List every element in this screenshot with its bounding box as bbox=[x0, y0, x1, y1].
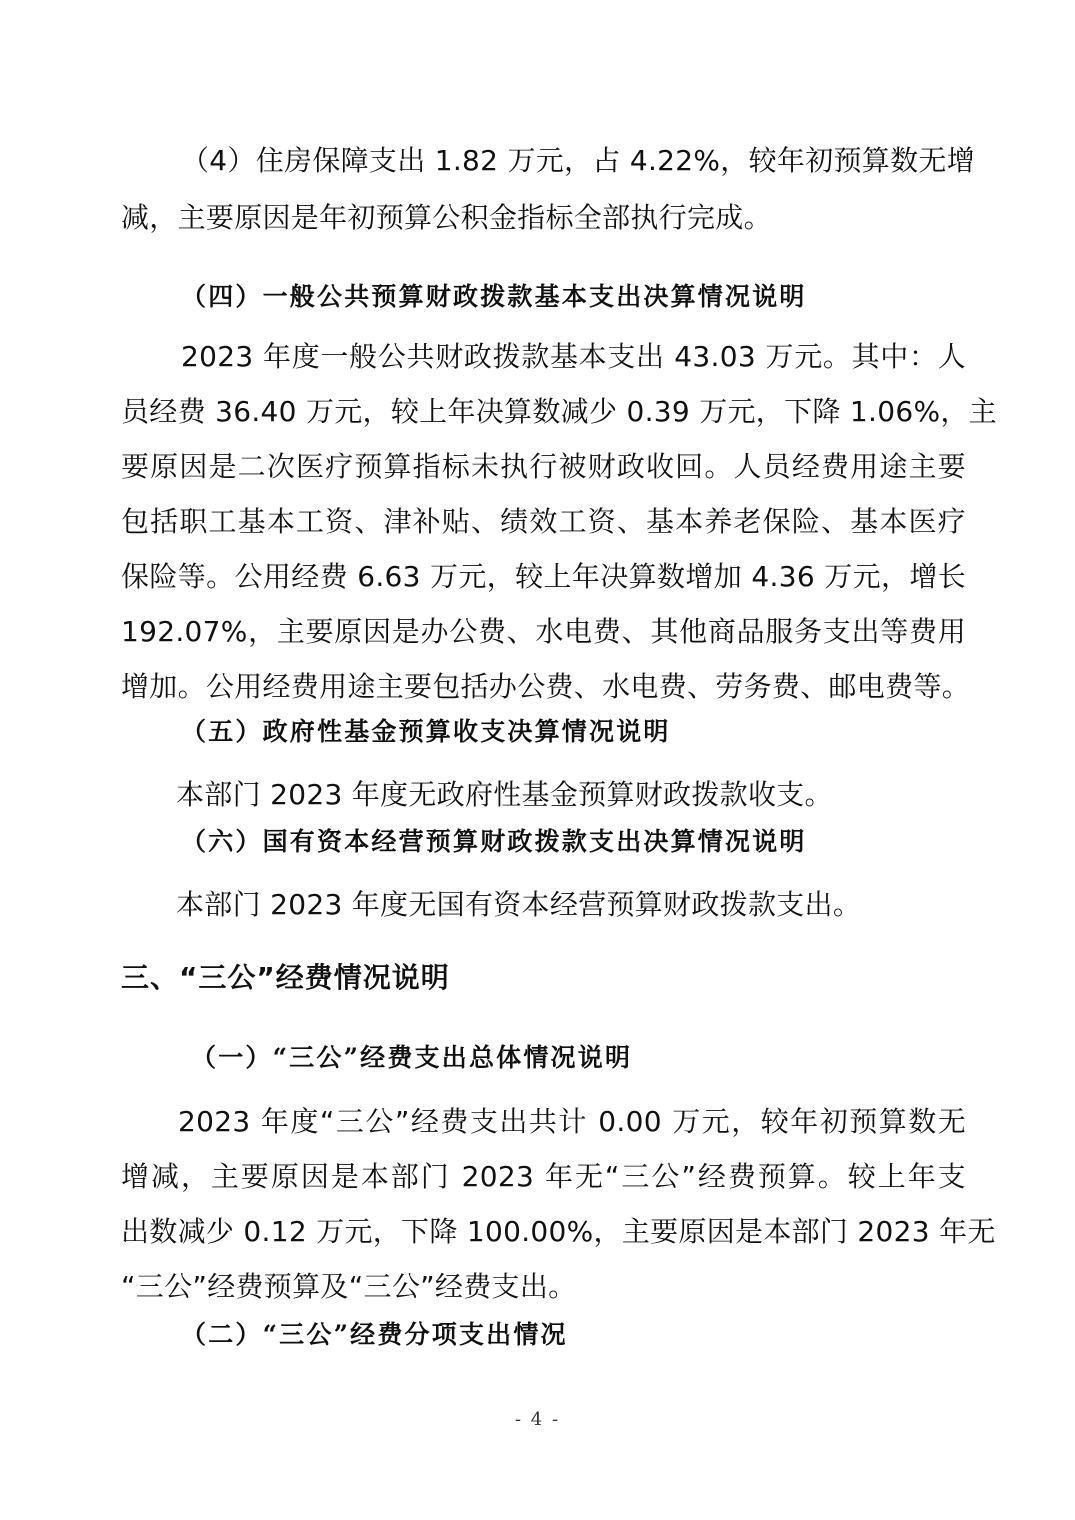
paragraph-basic-line-2: 员经费 36.40 万元，较上年决算数减少 0.39 万元，下降 1.06%，主 bbox=[121, 395, 997, 428]
paragraph-basic-line-5: 保险等。公用经费 6.63 万元，较上年决算数增加 4.36 万元，增长 bbox=[121, 560, 966, 593]
paragraph-three-public-line-1: 2023 年度“三公”经费支出共计 0.00 万元，较年初预算数无 bbox=[178, 1105, 966, 1138]
paragraph-basic-line-1: 2023 年度一般公共财政拨款基本支出 43.03 万元。其中：人 bbox=[181, 340, 966, 373]
subheading-basic-expenditure: （四）一般公共预算财政拨款基本支出决算情况说明 bbox=[181, 282, 807, 311]
paragraph-three-public-line-3: 出数减少 0.12 万元，下降 100.00%，主要原因是本部门 2023 年无 bbox=[121, 1215, 996, 1248]
subheading-state-capital: （六）国有资本经营预算财政拨款支出决算情况说明 bbox=[181, 827, 807, 856]
section-heading-three-public: 三、“三公”经费情况说明 bbox=[121, 961, 450, 994]
paragraph-housing-line-1: （4）住房保障支出 1.82 万元，占 4.22%，较年初预算数无增 bbox=[181, 144, 976, 177]
page-number: - 4 - bbox=[514, 1409, 561, 1430]
paragraph-basic-line-4: 包括职工基本工资、津补贴、绩效工资、基本养老保险、基本医疗 bbox=[121, 505, 966, 538]
paragraph-basic-line-6: 192.07%，主要原因是办公费、水电费、其他商品服务支出等费用 bbox=[121, 615, 966, 648]
paragraph-state-capital: 本部门 2023 年度无国有资本经营预算财政拨款支出。 bbox=[176, 888, 862, 921]
paragraph-basic-line-3: 要原因是二次医疗预算指标未执行被财政收回。人员经费用途主要 bbox=[121, 450, 966, 483]
paragraph-three-public-line-4: “三公”经费预算及“三公”经费支出。 bbox=[121, 1270, 577, 1303]
paragraph-housing-line-2: 减，主要原因是年初预算公积金指标全部执行完成。 bbox=[121, 201, 772, 234]
paragraph-government-fund: 本部门 2023 年度无政府性基金预算财政拨款收支。 bbox=[176, 778, 833, 811]
subheading-government-fund: （五）政府性基金预算收支决算情况说明 bbox=[181, 717, 671, 746]
subheading-three-public-items: （二）“三公”经费分项支出情况 bbox=[181, 1320, 568, 1349]
paragraph-basic-line-7: 增加。公用经费用途主要包括办公费、水电费、劳务费、邮电费等。 bbox=[121, 670, 971, 703]
subheading-three-public-overall: （一）“三公”经费支出总体情况说明 bbox=[191, 1043, 633, 1072]
paragraph-three-public-line-2: 增减，主要原因是本部门 2023 年无“三公”经费预算。较上年支 bbox=[121, 1160, 966, 1193]
